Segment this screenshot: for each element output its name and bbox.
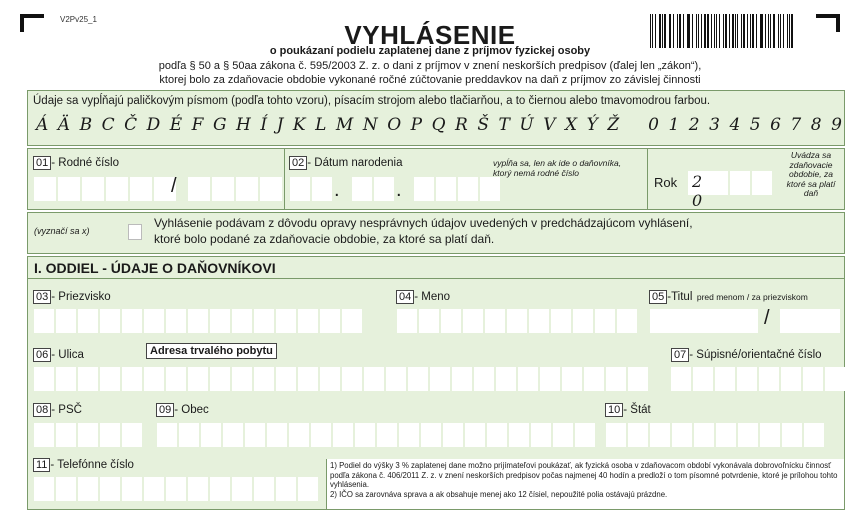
char-box[interactable] bbox=[188, 367, 208, 391]
identity-panel bbox=[27, 148, 845, 210]
char-box[interactable] bbox=[245, 423, 265, 447]
sample-glyph: C bbox=[101, 115, 115, 135]
char-box[interactable] bbox=[56, 477, 76, 501]
form-code: V2Pv25_1 bbox=[60, 15, 97, 24]
sample-glyph: K bbox=[292, 115, 306, 135]
field-number: 05 bbox=[649, 290, 667, 304]
sample-glyph: Ä bbox=[57, 115, 71, 135]
char-box[interactable] bbox=[595, 309, 615, 333]
sample-glyph: M bbox=[335, 115, 354, 135]
char-box[interactable] bbox=[386, 367, 406, 391]
section-heading: I. ODDIEL - ÚDAJE O DAŇOVNÍKOVI bbox=[28, 257, 844, 279]
rok-label: Rok bbox=[654, 175, 678, 190]
char-box[interactable] bbox=[166, 367, 186, 391]
char-box[interactable] bbox=[474, 367, 494, 391]
char-box[interactable] bbox=[298, 309, 318, 333]
char-box[interactable] bbox=[56, 423, 76, 447]
char-box[interactable] bbox=[374, 177, 394, 201]
char-box[interactable] bbox=[130, 177, 152, 201]
char-box[interactable] bbox=[671, 367, 691, 391]
sample-glyph: H bbox=[236, 115, 251, 135]
char-box[interactable] bbox=[465, 423, 485, 447]
char-box[interactable] bbox=[166, 309, 186, 333]
char-box[interactable] bbox=[201, 423, 221, 447]
char-box[interactable] bbox=[782, 423, 802, 447]
sample-glyph: O bbox=[387, 115, 402, 135]
sample-glyph: É bbox=[169, 115, 183, 135]
field-number: 07 bbox=[671, 348, 689, 362]
form-legal-line-1: podľa § 50 a § 50aa zákona č. 595/2003 Z. z. o dani z príjmov v znení neskorších predpisov (ďalej len „zákon“), bbox=[158, 60, 702, 72]
char-box[interactable] bbox=[694, 423, 714, 447]
char-box[interactable] bbox=[276, 367, 296, 391]
char-box[interactable] bbox=[752, 171, 772, 195]
char-box[interactable] bbox=[458, 177, 478, 201]
char-box[interactable] bbox=[78, 367, 98, 391]
char-box[interactable] bbox=[715, 367, 735, 391]
sample-glyph: B bbox=[79, 115, 93, 135]
tax-year-prefix: 2 0 bbox=[688, 171, 728, 195]
char-box[interactable] bbox=[320, 309, 340, 333]
char-box[interactable] bbox=[210, 477, 230, 501]
char-box[interactable] bbox=[100, 477, 120, 501]
char-box[interactable] bbox=[56, 309, 76, 333]
char-box[interactable] bbox=[254, 367, 274, 391]
footnote-2: 2) IČO sa zarovnáva sprava a ak obsahuje menej ako 12 čísiel, nepoužité polia ostávajú prázdne. bbox=[330, 489, 668, 499]
char-box[interactable] bbox=[342, 367, 362, 391]
char-box[interactable] bbox=[100, 367, 120, 391]
char-box[interactable] bbox=[781, 367, 801, 391]
field-number: 06 bbox=[33, 348, 51, 362]
sample-glyph: Ý bbox=[586, 115, 598, 135]
char-box[interactable] bbox=[804, 423, 824, 447]
char-box[interactable] bbox=[210, 309, 230, 333]
char-box[interactable] bbox=[34, 477, 54, 501]
char-box[interactable] bbox=[298, 367, 318, 391]
birth-month[interactable] bbox=[352, 177, 394, 201]
char-box[interactable] bbox=[298, 477, 318, 501]
char-box[interactable] bbox=[232, 367, 252, 391]
char-box[interactable] bbox=[628, 423, 648, 447]
field-05-sub: pred menom / za priezviskom bbox=[696, 292, 808, 302]
birth-year[interactable] bbox=[414, 177, 500, 201]
divider bbox=[647, 149, 648, 209]
field-label: - Priezvisko bbox=[51, 291, 111, 303]
char-box[interactable] bbox=[122, 423, 142, 447]
char-box[interactable] bbox=[485, 309, 505, 333]
char-box[interactable] bbox=[650, 423, 670, 447]
sample-glyph: X bbox=[564, 115, 578, 135]
char-box[interactable] bbox=[436, 177, 456, 201]
char-box[interactable] bbox=[760, 423, 780, 447]
field-04-header bbox=[396, 287, 450, 305]
char-box[interactable] bbox=[606, 423, 626, 447]
title-after-input[interactable] bbox=[780, 309, 840, 333]
char-box[interactable] bbox=[276, 477, 296, 501]
char-box[interactable] bbox=[267, 423, 287, 447]
char-box[interactable] bbox=[617, 309, 637, 333]
char-box[interactable] bbox=[78, 423, 98, 447]
char-box[interactable] bbox=[82, 177, 104, 201]
char-box[interactable] bbox=[518, 367, 538, 391]
char-box[interactable] bbox=[364, 367, 384, 391]
char-box[interactable] bbox=[58, 177, 80, 201]
char-box[interactable] bbox=[34, 367, 54, 391]
char-box[interactable] bbox=[144, 477, 164, 501]
birth-number-slash: / bbox=[171, 175, 177, 197]
field-02-header bbox=[289, 153, 403, 171]
char-box[interactable] bbox=[573, 309, 593, 333]
char-box[interactable] bbox=[737, 367, 757, 391]
char-box[interactable] bbox=[421, 423, 441, 447]
sample-glyph: N bbox=[362, 115, 378, 135]
phone-input[interactable] bbox=[34, 477, 318, 501]
char-box[interactable] bbox=[254, 309, 274, 333]
char-box[interactable] bbox=[509, 423, 529, 447]
char-box[interactable] bbox=[260, 177, 282, 201]
field-01-header bbox=[33, 153, 119, 171]
field-number: 09 bbox=[156, 403, 174, 417]
char-box[interactable] bbox=[276, 309, 296, 333]
char-box[interactable] bbox=[34, 177, 56, 201]
sample-glyph: R bbox=[455, 115, 468, 135]
field-06-header bbox=[33, 345, 84, 363]
instructions-panel bbox=[27, 90, 845, 146]
char-box[interactable] bbox=[672, 423, 692, 447]
field-number: 10 bbox=[605, 403, 623, 417]
char-box[interactable] bbox=[452, 367, 472, 391]
field-08-header bbox=[33, 400, 82, 418]
sample-glyph: 8 bbox=[810, 115, 822, 135]
first-name-input[interactable] bbox=[397, 309, 637, 333]
city-input[interactable] bbox=[157, 423, 595, 447]
char-box[interactable] bbox=[553, 423, 573, 447]
char-box[interactable] bbox=[628, 367, 648, 391]
char-box[interactable] bbox=[408, 367, 428, 391]
char-box[interactable] bbox=[212, 177, 234, 201]
char-box[interactable] bbox=[352, 177, 372, 201]
footnote-1: 1) Podiel do výšky 3 % zaplatenej dane možno prijímateľovi poukázať, ak fyzická osoba v zdaňovacom období vykonávala dobrovoľnícku činnosť podľa zákona č. 406/2011 Z. z. v znení neskorších predpisov počas najmenej 40 hodín a predloží o tom písomné potvrdenie, ktoré je prílohou tohto vyhlásenia. bbox=[330, 461, 838, 490]
sample-glyph: 9 bbox=[831, 115, 842, 135]
char-box[interactable] bbox=[188, 177, 210, 201]
char-box[interactable] bbox=[419, 309, 439, 333]
char-box[interactable] bbox=[540, 367, 560, 391]
mark-hint: (vyznačí sa x) bbox=[34, 226, 90, 236]
form-legal-line-2: ktorej bolo za zdaňovacie obdobie vykonané ročné zúčtovanie preddavkov na daň z príjmov zo závislej činnosti bbox=[159, 74, 701, 86]
char-box[interactable] bbox=[443, 423, 463, 447]
char-box[interactable] bbox=[399, 423, 419, 447]
sample-glyph: 1 bbox=[668, 115, 680, 135]
char-box[interactable] bbox=[562, 367, 582, 391]
field-number: 04 bbox=[396, 290, 414, 304]
sample-glyph: 2 bbox=[688, 115, 700, 135]
field-05-header bbox=[649, 287, 808, 305]
char-box[interactable] bbox=[122, 309, 142, 333]
char-box[interactable] bbox=[144, 367, 164, 391]
sample-glyph: Č bbox=[124, 115, 138, 135]
char-box[interactable] bbox=[100, 423, 120, 447]
char-box[interactable] bbox=[179, 423, 199, 447]
field-label: -Titul bbox=[667, 291, 693, 303]
sample-glyph: 6 bbox=[770, 115, 781, 135]
field-label: - Dátum narodenia bbox=[307, 157, 403, 169]
date-dot: . bbox=[334, 179, 340, 201]
char-box[interactable] bbox=[144, 309, 164, 333]
sample-glyph: 5 bbox=[749, 115, 761, 135]
field-label: - Rodné číslo bbox=[51, 157, 120, 169]
field-label: - Telefónne číslo bbox=[50, 459, 134, 471]
sample-glyph: 4 bbox=[729, 115, 741, 135]
field-number: 11 bbox=[33, 458, 50, 472]
char-box[interactable] bbox=[529, 309, 549, 333]
field-label: - Meno bbox=[414, 291, 451, 303]
char-box[interactable] bbox=[606, 367, 626, 391]
field-label: - Súpisné/orientačné číslo bbox=[689, 349, 822, 361]
field-09-header bbox=[156, 400, 209, 418]
char-box[interactable] bbox=[254, 477, 274, 501]
field-10-header bbox=[605, 400, 651, 418]
rok-note: Uvádza sa zdaňovacie obdobie, za ktoré sa platí daň bbox=[786, 150, 836, 198]
field-11-header bbox=[33, 455, 134, 473]
house-number-input[interactable] bbox=[671, 367, 845, 391]
sample-glyph bbox=[629, 115, 639, 135]
field-03-header bbox=[33, 287, 111, 305]
char-box[interactable] bbox=[311, 423, 331, 447]
instructions-text: Údaje sa vypĺňajú paličkovým písmom (podľa tohto vzoru), písacím strojom alebo tlačiarňou, a to čiernou alebo tmavomodrou farbou. bbox=[33, 95, 711, 107]
char-box[interactable] bbox=[210, 367, 230, 391]
char-box[interactable] bbox=[507, 309, 527, 333]
field-label: - PSČ bbox=[51, 404, 82, 416]
sample-glyph: D bbox=[146, 115, 161, 135]
char-box[interactable] bbox=[78, 309, 98, 333]
char-box[interactable] bbox=[122, 477, 142, 501]
char-box[interactable] bbox=[531, 423, 551, 447]
street-input[interactable] bbox=[34, 367, 648, 391]
char-box[interactable] bbox=[100, 309, 120, 333]
char-box[interactable] bbox=[34, 309, 54, 333]
correction-text-1: Vyhlásenie podávam z dôvodu opravy nesprávnych údajov uvedených v predchádzajúcom vyhlásení, bbox=[154, 216, 693, 230]
form-subtitle: o poukázaní podielu zaplatenej dane z príjmov fyzickej osoby bbox=[269, 45, 591, 57]
sample-glyph: T bbox=[498, 115, 510, 135]
char-box[interactable] bbox=[166, 477, 186, 501]
sample-glyph: L bbox=[315, 115, 327, 135]
sample-glyph: P bbox=[410, 115, 423, 135]
sample-glyph: V bbox=[543, 115, 556, 135]
field-02-note: vypĺňa sa, len ak ide o daňovníka, ktorý nemá rodné číslo bbox=[493, 158, 622, 178]
sample-glyph: 7 bbox=[790, 115, 802, 135]
char-box[interactable] bbox=[803, 367, 823, 391]
title-before-input[interactable] bbox=[650, 309, 758, 333]
sample-glyph: 0 bbox=[648, 115, 659, 135]
field-label: - Ulica bbox=[51, 349, 84, 361]
title-slash: / bbox=[764, 307, 770, 329]
char-box[interactable] bbox=[487, 423, 507, 447]
handwriting-sample bbox=[36, 115, 842, 135]
char-box[interactable] bbox=[496, 367, 516, 391]
char-box[interactable] bbox=[738, 423, 758, 447]
correction-text-2: ktoré bolo podané za zdaňovacie obdobie, za ktoré sa platí daň. bbox=[154, 232, 495, 246]
char-box[interactable] bbox=[716, 423, 736, 447]
char-box[interactable] bbox=[106, 177, 128, 201]
footnotes bbox=[326, 459, 844, 509]
char-box[interactable] bbox=[397, 309, 417, 333]
divider bbox=[284, 149, 285, 209]
field-number: 08 bbox=[33, 403, 51, 417]
char-box[interactable] bbox=[312, 177, 332, 201]
sample-glyph: 3 bbox=[709, 115, 720, 135]
char-box[interactable] bbox=[463, 309, 483, 333]
address-badge: Adresa trvalého pobytu bbox=[146, 343, 277, 359]
field-label: - Štát bbox=[623, 404, 651, 416]
sample-glyph: G bbox=[212, 115, 227, 135]
field-number: 02 bbox=[289, 156, 307, 170]
tax-year-input[interactable] bbox=[730, 171, 772, 195]
sample-glyph: Á bbox=[36, 115, 49, 135]
correction-checkbox[interactable] bbox=[128, 224, 142, 240]
char-box[interactable] bbox=[759, 367, 779, 391]
sample-glyph: Ú bbox=[519, 115, 534, 135]
char-box[interactable] bbox=[122, 367, 142, 391]
birth-number-part1[interactable] bbox=[34, 177, 176, 201]
char-box[interactable] bbox=[290, 177, 310, 201]
char-box[interactable] bbox=[56, 367, 76, 391]
char-box[interactable] bbox=[236, 177, 258, 201]
section-1-panel bbox=[27, 256, 845, 510]
char-box[interactable] bbox=[441, 309, 461, 333]
char-box[interactable] bbox=[232, 477, 252, 501]
char-box[interactable] bbox=[289, 423, 309, 447]
char-box[interactable] bbox=[584, 367, 604, 391]
char-box[interactable] bbox=[78, 477, 98, 501]
sample-glyph: Ž bbox=[607, 115, 620, 135]
sample-glyph: F bbox=[191, 115, 204, 135]
char-box[interactable] bbox=[377, 423, 397, 447]
char-box[interactable] bbox=[157, 423, 177, 447]
char-box[interactable] bbox=[223, 423, 243, 447]
birth-number-part2[interactable] bbox=[188, 177, 282, 201]
char-box[interactable] bbox=[342, 309, 362, 333]
char-box[interactable] bbox=[730, 171, 750, 195]
sample-glyph: Í bbox=[260, 115, 268, 135]
field-number: 03 bbox=[33, 290, 51, 304]
field-label: - Obec bbox=[174, 404, 209, 416]
char-box[interactable] bbox=[414, 177, 434, 201]
country-input[interactable] bbox=[606, 423, 824, 447]
char-box[interactable] bbox=[320, 367, 340, 391]
sample-glyph: Š bbox=[477, 115, 490, 135]
char-box[interactable] bbox=[575, 423, 595, 447]
char-box[interactable] bbox=[34, 423, 54, 447]
surname-input[interactable] bbox=[34, 309, 362, 333]
sample-glyph: J bbox=[276, 115, 284, 135]
form-title: VYHLÁSENIE bbox=[344, 20, 516, 50]
char-box[interactable] bbox=[480, 177, 500, 201]
char-box[interactable] bbox=[430, 367, 450, 391]
field-07-header bbox=[671, 345, 822, 363]
char-box[interactable] bbox=[551, 309, 571, 333]
char-box[interactable] bbox=[825, 367, 845, 391]
correction-panel bbox=[27, 212, 845, 254]
char-box[interactable] bbox=[188, 477, 208, 501]
char-box[interactable] bbox=[232, 309, 252, 333]
char-box[interactable] bbox=[355, 423, 375, 447]
char-box[interactable] bbox=[188, 309, 208, 333]
postal-code-input[interactable] bbox=[34, 423, 142, 447]
birth-day[interactable] bbox=[290, 177, 332, 201]
char-box[interactable] bbox=[333, 423, 353, 447]
sample-glyph: Q bbox=[431, 115, 446, 135]
date-dot: . bbox=[396, 179, 402, 201]
field-number: 01 bbox=[33, 156, 51, 170]
char-box[interactable] bbox=[693, 367, 713, 391]
